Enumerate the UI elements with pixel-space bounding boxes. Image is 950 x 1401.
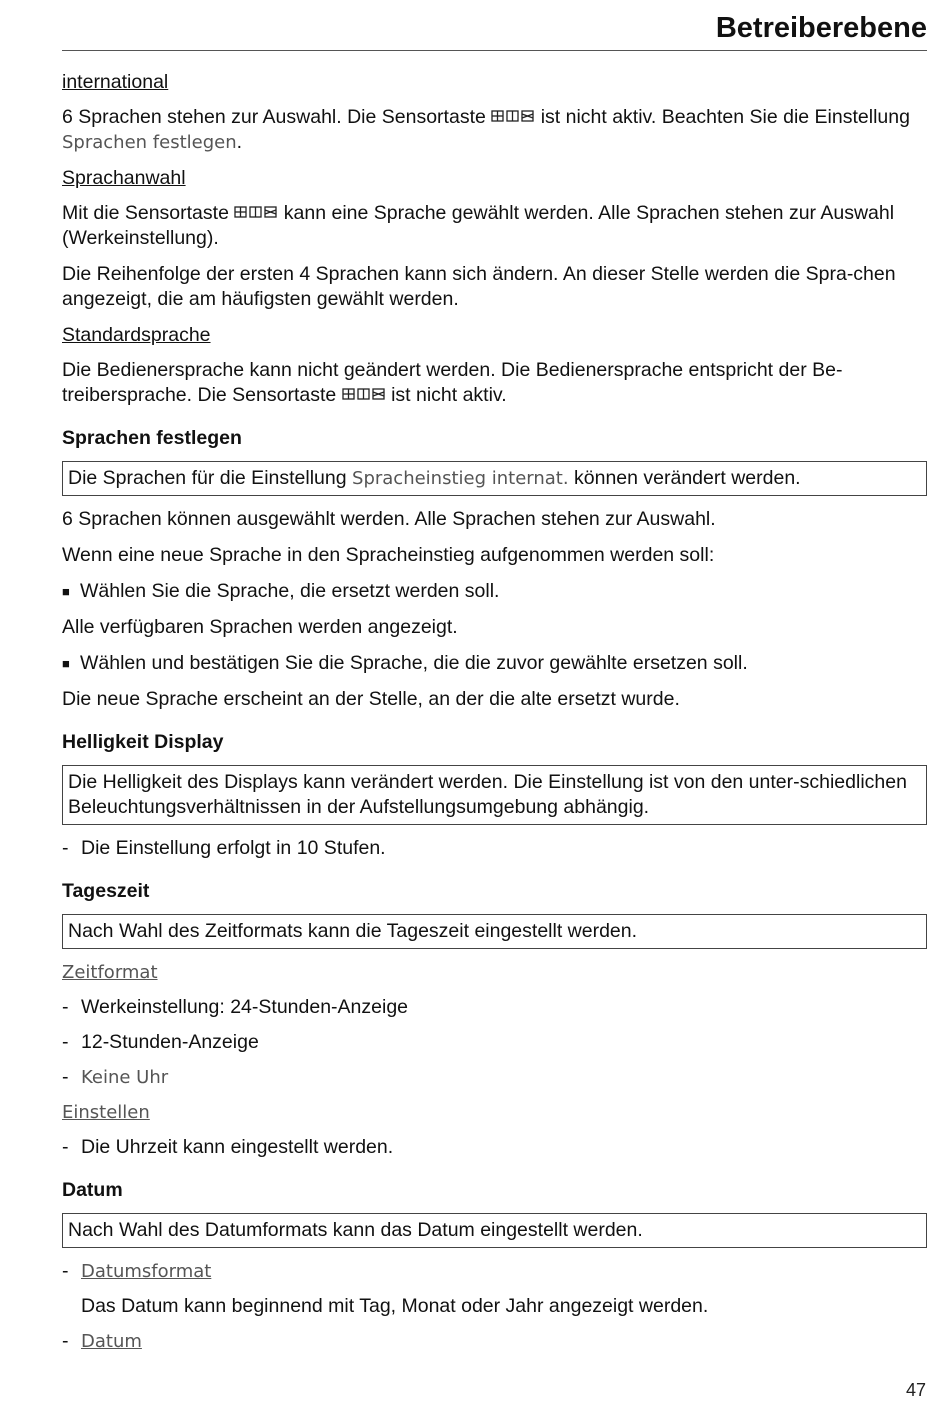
page-header-title: Betreiberebene bbox=[715, 12, 927, 44]
text: 6 Sprachen stehen zur Auswahl. Die Sensortaste bbox=[62, 106, 486, 128]
setting-reference: Spracheinstieg internat. bbox=[352, 468, 569, 489]
page-content bbox=[62, 70, 927, 1364]
dash-item bbox=[62, 995, 927, 1020]
dash-item bbox=[62, 1329, 927, 1354]
dash-text-setting: Datumsformat bbox=[81, 1261, 212, 1282]
dash-marker: - bbox=[62, 837, 69, 859]
section-heading-tageszeit: Tageszeit bbox=[62, 880, 150, 902]
dash-marker: - bbox=[62, 1066, 69, 1088]
dash-text: Werkeinstellung: 24-Stunden-Anzeige bbox=[81, 996, 409, 1018]
paragraph: Alle verfügbaren Sprachen werden angezeigt. bbox=[62, 616, 458, 638]
subheading-sprachanwahl: Sprachanwahl bbox=[62, 167, 186, 189]
dash-item bbox=[62, 836, 927, 861]
text: . bbox=[236, 131, 243, 153]
info-box-helligkeit: Die Helligkeit des Displays kann verändert werden. Die Einstellung ist von den unter-schiedlichen Beleuchtungsverhältnissen in der Aufstellungsumgebung abhängig. bbox=[62, 765, 927, 825]
text: Die Bedienersprache kann nicht geändert werden. Die Bedienersprache entspricht der Be-treibersprache. Die Sensortaste bbox=[62, 359, 843, 406]
paragraph: Die neue Sprache erscheint an der Stelle, an der die alte ersetzt wurde. bbox=[62, 688, 680, 710]
subheading-zeitformat: Zeitformat bbox=[62, 962, 158, 983]
info-box-datum: Nach Wahl des Datumformats kann das Datum eingestellt werden. bbox=[62, 1213, 927, 1248]
bullet-square-icon: ■ bbox=[62, 656, 70, 671]
bullet-text: Wählen und bestätigen Sie die Sprache, die die zuvor gewählte ersetzen soll. bbox=[80, 652, 748, 674]
text: kann eine Sprache gewählt werden. Alle Sprachen stehen zur Auswahl (Werkeinstellung). bbox=[62, 202, 895, 249]
dash-item bbox=[62, 1030, 927, 1055]
text: können verändert werden. bbox=[574, 467, 801, 489]
text: Mit die Sensortaste bbox=[62, 202, 229, 224]
page-number: 47 bbox=[905, 1380, 926, 1400]
bullet-item bbox=[62, 579, 927, 604]
section-heading-datum: Datum bbox=[62, 1179, 123, 1201]
text: Die Sprachen für die Einstellung bbox=[68, 467, 347, 489]
paragraph-standardsprache bbox=[62, 358, 927, 408]
page-header bbox=[62, 8, 927, 51]
section-heading-sprachen-festlegen: Sprachen festlegen bbox=[62, 427, 242, 449]
dash-text-setting: Keine Uhr bbox=[81, 1067, 169, 1088]
dash-marker: - bbox=[62, 1260, 69, 1282]
bullet-text: Wählen Sie die Sprache, die ersetzt werden soll. bbox=[80, 580, 500, 602]
language-sensor-icon bbox=[342, 384, 386, 400]
text: ist nicht aktiv. bbox=[391, 384, 507, 406]
dash-text: 12-Stunden-Anzeige bbox=[81, 1031, 259, 1053]
text: ist nicht aktiv. Beachten Sie die Einstellung bbox=[540, 106, 910, 128]
setting-reference: Sprachen festlegen bbox=[62, 132, 237, 153]
info-box-tageszeit: Nach Wahl des Zeitformats kann die Tageszeit eingestellt werden. bbox=[62, 914, 927, 949]
bullet-square-icon: ■ bbox=[62, 584, 70, 599]
dash-item bbox=[62, 1135, 927, 1160]
paragraph-international bbox=[62, 105, 927, 155]
dash-text: Die Einstellung erfolgt in 10 Stufen. bbox=[81, 837, 386, 859]
paragraph: Wenn eine neue Sprache in den Spracheinstieg aufgenommen werden soll: bbox=[62, 544, 715, 566]
dash-marker: - bbox=[62, 1330, 69, 1352]
paragraph-sprachanwahl bbox=[62, 201, 927, 251]
dash-marker: - bbox=[62, 1136, 69, 1158]
paragraph-reihenfolge: Die Reihenfolge der ersten 4 Sprachen kann sich ändern. An dieser Stelle werden die Spra-chen angezeigt, die am häufigsten gewählt werden. bbox=[62, 263, 896, 310]
language-sensor-icon bbox=[491, 106, 535, 122]
section-heading-helligkeit: Helligkeit Display bbox=[62, 731, 224, 753]
subheading-international: international bbox=[62, 71, 169, 93]
dash-item bbox=[62, 1065, 927, 1090]
subheading-einstellen: Einstellen bbox=[62, 1102, 150, 1123]
info-box-sprachen bbox=[62, 461, 927, 496]
dash-item bbox=[62, 1259, 927, 1284]
dash-text-setting: Datum bbox=[81, 1331, 142, 1352]
indented-text: Das Datum kann beginnend mit Tag, Monat oder Jahr angezeigt werden. bbox=[81, 1295, 709, 1317]
bullet-item bbox=[62, 651, 927, 676]
dash-text: Die Uhrzeit kann eingestellt werden. bbox=[81, 1136, 394, 1158]
dash-marker: - bbox=[62, 1031, 69, 1053]
dash-marker: - bbox=[62, 996, 69, 1018]
paragraph: 6 Sprachen können ausgewählt werden. Alle Sprachen stehen zur Auswahl. bbox=[62, 508, 716, 530]
language-sensor-icon bbox=[234, 202, 278, 218]
subheading-standardsprache: Standardsprache bbox=[62, 324, 211, 346]
